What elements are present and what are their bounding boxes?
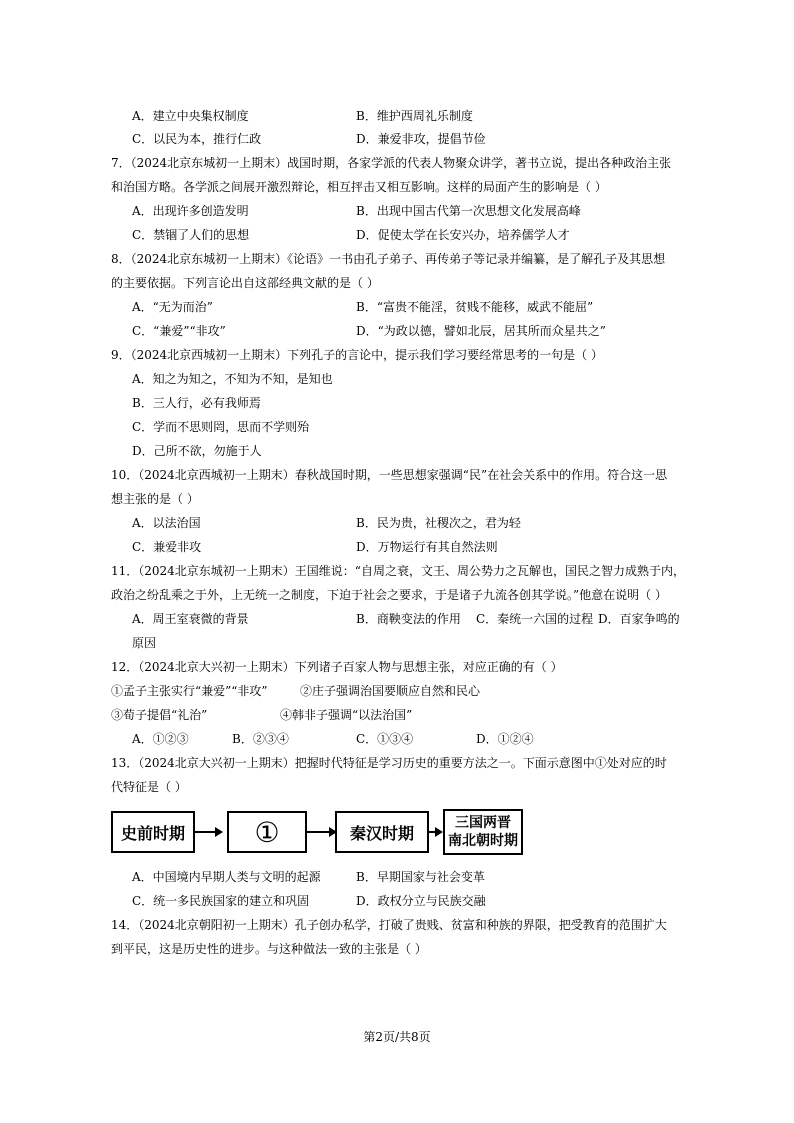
q12-option-c: C．①③④	[356, 732, 414, 746]
q9-option-a: A．知之为知之，不知为不知，是知也	[132, 372, 333, 386]
q7-option-b: B．出现中国古代第一次思想文化发展高峰	[356, 204, 581, 218]
q10-stem-line2: 想主张的是（ ）	[111, 492, 199, 506]
q7-stem-line2: 和治国方略。各学派之间展开激烈辩论，相互抨击又相互影响。这样的局面产生的影响是（ ）	[111, 180, 607, 194]
q10-option-d: D．万物运行有其自然法则	[356, 540, 498, 554]
q7-option-a: A．出现许多创造发明	[132, 204, 249, 218]
q8-stem-line2: 的主要依据。下列言论出自这部经典文献的是（ ）	[111, 276, 379, 290]
q9-option-c: C．学而不思则罔，思而不学则殆	[132, 420, 310, 434]
q7-option-c: C．禁锢了人们的思想	[132, 228, 250, 242]
q12-item-2: ②庄子强调治国要顺应自然和民心	[300, 684, 481, 698]
timeline-box-blank: ①	[227, 811, 307, 853]
q11-option-a: A．周王室衰微的背景	[132, 612, 249, 626]
timeline-box-prehistoric: 史前时期	[111, 811, 195, 853]
q11-stem-line1: 11．（2024北京东城初一上期末）王国维说：“自周之衰，文王、周公势力之瓦解也，国民之智力成熟于内，	[111, 564, 685, 578]
q13-option-b: B．早期国家与社会变革	[356, 870, 485, 884]
q13-stem-line2: 代特征是（ ）	[111, 780, 187, 794]
q8-option-b: B．“富贵不能淫，贫贱不能移，威武不能屈”	[356, 300, 594, 314]
q7-stem-line1: 7．（2024北京东城初一上期末）战国时期，各家学派的代表人物聚众讲学，著书立说，提出各种政治主张	[111, 156, 672, 170]
q13-option-c: C．统一多民族国家的建立和巩固	[132, 894, 310, 908]
q11-option-d-continued: 原因	[132, 636, 157, 650]
q12-option-d: D．①②④	[476, 732, 534, 746]
q10-option-b: B．民为贵，社稷次之，君为轻	[356, 516, 521, 530]
q11-stem-line2: 政治之纷乱乘之于外，上无统一之制度，下迫于社会之要求，于是诸子九流各创其学说。”他意在说明（ ）	[111, 588, 667, 602]
q13-option-a: A．中国境内早期人类与文明的起源	[132, 870, 321, 884]
q10-option-c: C．兼爱非攻	[132, 540, 202, 554]
q9-option-b: B．三人行，必有我师焉	[132, 396, 261, 410]
q12-item-4: ④韩非子强调“以法治国”	[280, 708, 413, 722]
arrow-head-icon	[435, 827, 443, 837]
timeline-arrow	[195, 831, 215, 833]
q8-option-a: A．“无为而治”	[132, 300, 213, 314]
q6-option-b: B．维护西周礼乐制度	[356, 109, 473, 123]
q14-stem-line1: 14．（2024北京朝阳初一上期末）孔子创办私学，打破了贵贱、贫富和种族的界限，把受教育的范围扩大	[111, 918, 667, 932]
q14-stem-line2: 到平民，这是历史性的进步。与这种做法一致的主张是（ ）	[111, 942, 427, 956]
q13-option-d: D．政权分立与民族交融	[356, 894, 486, 908]
q10-option-a: A．以法治国	[132, 516, 201, 530]
q8-option-d: D．“为政以德，譬如北辰，居其所而众星共之”	[356, 324, 606, 338]
q11-option-c: C．秦统一六国的过程	[476, 612, 594, 626]
q11-option-d: D．百家争鸣的	[598, 612, 680, 626]
timeline-box-three-kingdoms	[443, 809, 523, 855]
q11-option-b: B．商鞅变法的作用	[356, 612, 461, 626]
q13-stem-line1: 13．（2024北京大兴初一上期末）把握时代特征是学习历史的重要方法之一。下面示意图中①处对应的时	[111, 756, 667, 770]
q7-option-d: D．促使太学在长安兴办，培养儒学人才	[356, 228, 570, 242]
q10-stem-line1: 10．（2024北京西城初一上期末）春秋战国时期，一些思想家强调“民”在社会关系中的作用。符合这一思	[111, 468, 668, 482]
q12-option-a: A．①②③	[132, 732, 189, 746]
page-number: 第2页/共8页	[363, 1030, 431, 1044]
q9-stem: 9．（2024北京西城初一上期末）下列孔子的言论中，提示我们学习要经常思考的一句是（ ）	[111, 348, 603, 362]
q9-option-d: D．己所不欲，勿施于人	[132, 444, 262, 458]
q6-option-d: D．兼爱非攻，提倡节俭	[356, 132, 486, 146]
arrow-head-icon	[215, 827, 223, 837]
timeline-box-line1: 三国两晋	[455, 815, 511, 831]
timeline-box-qin-han: 秦汉时期	[335, 811, 429, 853]
timeline-arrow	[307, 831, 329, 833]
q8-option-c: C．“兼爱”“非攻”	[132, 324, 226, 338]
q12-item-1: ①孟子主张实行“兼爱”“非攻”	[111, 684, 268, 698]
q12-item-3: ③荀子提倡“礼治”	[111, 708, 208, 722]
q8-stem-line1: 8．（2024北京东城初一上期末）《论语》一书由孔子弟子、再传弟子等记录并编纂，是了解孔子及其思想	[111, 252, 666, 266]
q12-option-b: B．②③④	[232, 732, 289, 746]
q6-option-a: A．建立中央集权制度	[132, 109, 249, 123]
timeline-box-line2: 南北朝时期	[448, 833, 518, 849]
q6-option-c: C．以民为本，推行仁政	[132, 132, 262, 146]
q12-stem: 12．（2024北京大兴初一上期末）下列诸子百家人物与思想主张，对应正确的有（ ）	[111, 660, 563, 674]
